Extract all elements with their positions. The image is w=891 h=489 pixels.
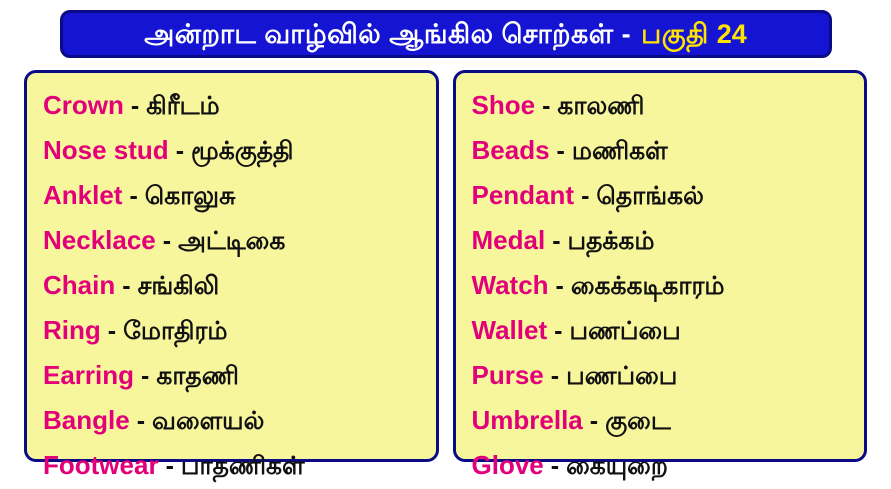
list-item [472,398,859,443]
separator: - [542,92,551,120]
separator: - [589,407,599,435]
separator: - [141,362,150,390]
separator: - [107,317,117,345]
english-word: Wallet [471,315,548,345]
tamil-word: கொலுசு [144,182,236,210]
separator: - [550,362,560,390]
english-word: Crown [43,90,124,120]
list-item [472,128,859,173]
title-part-label: பகுதி [641,18,709,49]
tamil-word: பணப்பை [569,317,681,345]
tamil-word: வளையல் [152,407,265,435]
english-word: Footwear [43,450,159,480]
separator: - [165,452,174,480]
english-word: Umbrella [471,405,583,435]
list-item [472,353,859,398]
separator: - [136,407,146,435]
list-item [43,128,430,173]
separator: - [162,227,172,255]
english-word: Beads [471,135,550,165]
english-word: Medal [471,225,546,255]
separator: - [129,182,138,210]
tamil-word: கைக்கடிகாரம் [570,272,725,300]
list-item [43,263,430,308]
list-item [472,443,859,488]
list-item [472,173,859,218]
tamil-word: மூக்குத்தி [191,137,294,165]
separator: - [556,137,565,165]
list-item [472,263,859,308]
tamil-word: பதக்கம் [567,227,655,255]
english-word: Anklet [43,180,123,210]
list-item [43,353,430,398]
separator: - [175,137,185,165]
list-item [43,398,430,443]
tamil-word: பாதணிகள் [180,452,305,480]
separator: - [554,317,563,345]
tamil-word: குடை [605,407,671,435]
tamil-word: தொங்கல் [596,182,704,210]
separator: - [552,227,561,255]
tamil-word: காதணி [156,362,239,390]
english-word: Watch [471,270,549,300]
english-word: Necklace [43,225,156,255]
english-word: Bangle [43,405,130,435]
separator: - [122,272,131,300]
list-item [43,83,430,128]
tamil-word: சங்கிலி [137,272,220,300]
english-word: Shoe [471,90,536,120]
list-item [43,308,430,353]
english-word: Chain [43,270,116,300]
tamil-word: கையுறை [566,452,668,480]
separator: - [130,92,140,120]
title-banner [60,10,832,58]
english-word: Earring [43,360,135,390]
separator: - [550,452,560,480]
tamil-word: பணப்பை [566,362,678,390]
list-item [43,443,430,488]
tamil-word: மணிகள் [571,137,668,165]
separator: - [581,182,590,210]
list-item [43,173,430,218]
tamil-word: மோதிரம் [123,317,228,345]
word-column-right [453,70,868,480]
list-item [472,83,859,128]
list-item [472,218,859,263]
tamil-word: காலணி [557,92,645,120]
separator: - [555,272,564,300]
english-word: Nose stud [43,135,169,165]
word-columns [8,70,883,480]
english-word: Glove [471,450,544,480]
tamil-word: அட்டிகை [178,227,286,255]
list-item [472,308,859,353]
tamil-word: கிரீடம் [146,92,220,120]
english-word: Pendant [471,180,575,210]
english-word: Purse [471,360,544,390]
list-item [43,218,430,263]
title-part-number: 24 [716,18,747,49]
word-column-left [24,70,439,480]
english-word: Ring [43,315,101,345]
page-title: அன்றாட வாழ்வில் ஆங்கில சொற்கள் - [144,18,632,49]
